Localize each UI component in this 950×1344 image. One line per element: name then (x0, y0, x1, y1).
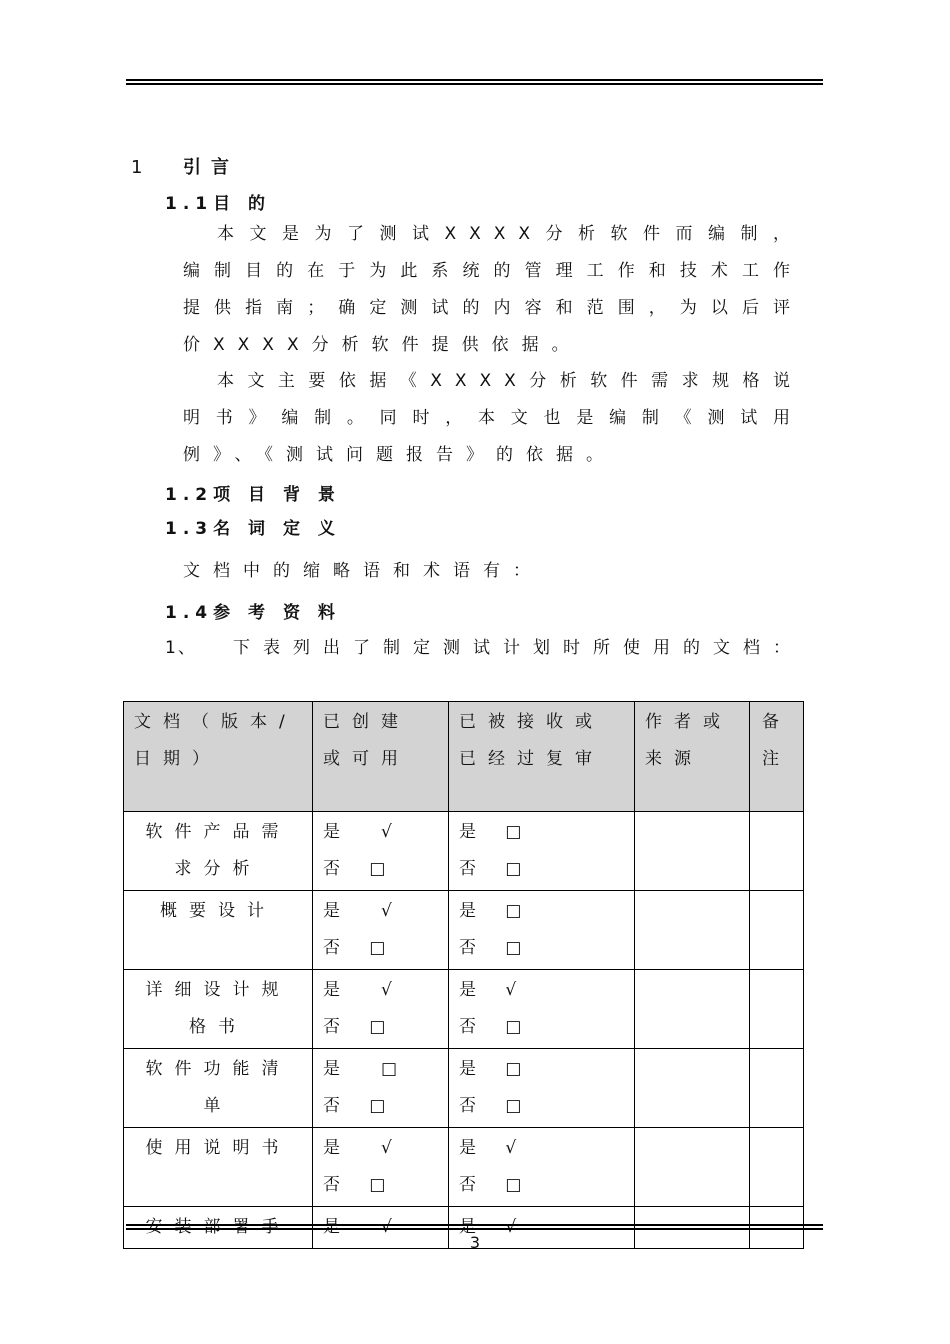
created-cell (313, 891, 449, 970)
doc-name-cell: 使用说明书 (124, 1128, 313, 1207)
table-row (124, 1128, 804, 1207)
heading-1-2: 1.2项 目 背 景 (165, 485, 341, 505)
header-rule (126, 79, 823, 85)
created-cell (313, 1049, 449, 1128)
header-created: 已创建或可用 (313, 702, 449, 812)
note-cell (750, 1049, 804, 1128)
doc-name-cell: 软件产品需求分析 (124, 812, 313, 891)
reviewed-yes: 是 □ (459, 822, 534, 842)
reviewed-yes: 是 □ (459, 901, 534, 921)
list-text: 下表列出了制定测试计划时所使用的文档： (233, 638, 803, 658)
doc-name-cell: 概要设计 (124, 891, 313, 970)
header-note: 备注 (750, 702, 804, 812)
reviewed-no: 否 □ (459, 1017, 534, 1037)
heading-1-4: 1.4参 考 资 料 (165, 603, 341, 623)
created-yes: 是 √ (323, 1138, 404, 1158)
created-no: 否 □ (323, 1017, 398, 1037)
created-no: 否 □ (323, 859, 398, 879)
doc-name-cell: 安装部署手 (124, 1207, 313, 1249)
heading-1-3: 1.3名 词 定 义 (165, 519, 341, 539)
author-cell (635, 1128, 750, 1207)
created-cell (313, 812, 449, 891)
reviewed-no: 否 □ (459, 1096, 534, 1116)
created-cell (313, 1128, 449, 1207)
table-row (124, 891, 804, 970)
reference-list-item (165, 630, 805, 667)
header-author: 作者或来源 (635, 702, 750, 812)
reviewed-cell (449, 1049, 635, 1128)
section-number: 1 (131, 157, 143, 178)
created-yes: 是 √ (323, 980, 404, 1000)
reviewed-cell (449, 1128, 635, 1207)
footer-rule (126, 1224, 823, 1230)
table-header-row (124, 702, 804, 812)
purpose-paragraph-2: 本文主要依据《XXXX分析软件需求规格说明书》编制。同时，本文也是编制《测试用例》、《测试问题报告》的依据。 (183, 371, 803, 465)
created-yes: 是 √ (323, 1217, 404, 1237)
reference-documents-table (123, 701, 804, 1249)
terms-intro: 文档中的缩略语和术语有： (183, 561, 543, 581)
note-cell (750, 970, 804, 1049)
header-document: 文档（版本/日期） (124, 702, 313, 812)
created-no: 否 □ (323, 1175, 398, 1195)
page-number: 3 (469, 1233, 481, 1252)
section-title: 引言 (183, 157, 239, 178)
reviewed-no: 否 □ (459, 1175, 534, 1195)
list-number: 1、 (165, 638, 197, 658)
author-cell (635, 891, 750, 970)
author-cell (635, 1049, 750, 1128)
author-cell (635, 812, 750, 891)
reviewed-no: 否 □ (459, 859, 534, 879)
table-row (124, 1049, 804, 1128)
created-yes: 是 □ (323, 1059, 410, 1079)
reviewed-no: 否 □ (459, 938, 534, 958)
reviewed-yes: 是 √ (459, 1138, 529, 1158)
section-heading-1 (131, 153, 239, 179)
reviewed-cell (449, 970, 635, 1049)
created-cell (313, 970, 449, 1049)
created-no: 否 □ (323, 938, 398, 958)
note-cell (750, 891, 804, 970)
reviewed-cell (449, 891, 635, 970)
reviewed-yes: 是 √ (459, 980, 529, 1000)
author-cell (635, 970, 750, 1049)
created-yes: 是 √ (323, 901, 404, 921)
reviewed-yes: 是 □ (459, 1059, 534, 1079)
created-yes: 是 √ (323, 822, 404, 842)
heading-1-1: 1.1目 的 (165, 194, 272, 214)
table-row (124, 812, 804, 891)
note-cell (750, 812, 804, 891)
doc-name-cell: 详细设计规格书 (124, 970, 313, 1049)
purpose-paragraph-1: 本文是为了测试XXXX分析软件而编制， 编制目的在于为此系统的管理工作和技术工作提供指南；确定测试的内容和范围，为以后评价XXXX分析软件提供依据。 (183, 224, 803, 355)
note-cell (750, 1128, 804, 1207)
reviewed-cell (449, 812, 635, 891)
reviewed-yes: 是 √ (459, 1217, 529, 1237)
doc-name-cell: 软件功能清单 (124, 1049, 313, 1128)
header-reviewed: 已被接收或已经过复审 (449, 702, 635, 812)
created-no: 否 □ (323, 1096, 398, 1116)
table-row (124, 970, 804, 1049)
